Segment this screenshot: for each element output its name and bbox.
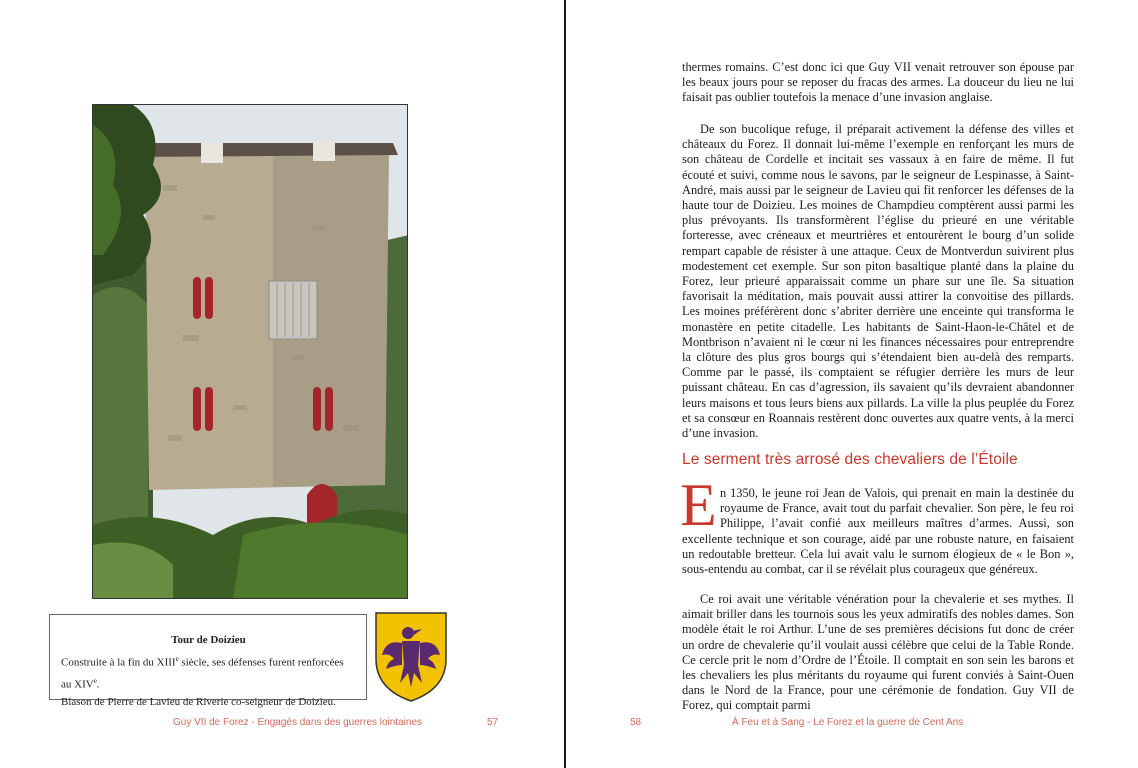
right-footer-title: À Feu et à Sang - Le Forez et la guerre de Cent Ans: [732, 717, 964, 728]
caption-line-2: Blason de Pierre de Lavieu de Riverie co-seigneur de Doizieu.: [61, 696, 336, 709]
caption-line-1: Construite à la fin du XIIIe siècle, ses défenses furent renforcées au XIVe.: [61, 655, 344, 691]
tower-illustration: [93, 105, 408, 599]
paragraph-4: Ce roi avait une véritable vénération pour la chevalerie et ses mythes. Il aimait briller dans les tournois sous les yeux admiratifs des nobles dames. Son modèle était le roi Arthur. L’une de ses premières décisions fut donc de créer un ordre de chevalerie qu’il voulait aussi célèbre que celui de la Table Ronde. Ce cercle prit le nom d’Ordre de l’Étoile. Il comptait en son sein les barons et les chevaliers les plus méritants du royaume qui furent conviés à Saint-Ouen dans le Nord de la France, pour une cérémonie de fondation. Guy VII de Forez, qui comptait parmi: [682, 592, 1074, 713]
coat-of-arms-icon: [372, 609, 450, 704]
right-page-number: 58: [630, 717, 642, 728]
drop-cap: E: [680, 472, 717, 538]
paragraph-2: De son bucolique refuge, il préparait activement la défense des villes et châteaux du Forez. Il donnait lui-même l’exemple en renforçant les murs de son château de Cordelle et incitait ses vassaux à en faire de même. Il fut écouté et suivi, comme nous le savons, par le seigneur de Lespinasse, à Saint-André, mais aussi par le seigneur de Lavieu qui fit renforcer les défenses de la haute tour de Doizieu. Les moines de Champdieu comptèrent aussi parmi les plus prévoyants. Ils transformèrent l’église du prieuré en une véritable forteresse, avec créneaux et meurtrières et entourèrent le bourg d’un solide rempart capable de résister à une attaque. Ceux de Montverdun suivirent plus modestement cet exemple. Sur son piton basaltique planté dans la plaine du Forez, leur prieuré apparaissait comme un phare sur une île. Sa situation favorisait la méditation, mais pouvait aussi attirer la convoitise des pillards. Les moines préférèrent donc s’abriter derrière une enceinte qui transforma le monastère en petite citadelle. Les habitants de Saint-Haon-le-Châtel et de Montbrison n’avaient ni le cœur ni les finances nécessaires pour entreprendre la clôture des plus gros bourgs qui s’étendaient bien au-delà des remparts. Comme par le passé, ils comptaient se réfugier derrière les murs de leur puissant château. En cas d’agression, ils savaient qu’ils devraient abandonner leurs maisons et tous leurs biens aux pillards. La ville la plus peuplée du Forez et sa consœur en Roannais restèrent donc ouvertes aux quatre vents, à la merci d’une invasion.: [682, 122, 1074, 441]
tower-photo: [92, 104, 408, 599]
paragraph-3: n 1350, le jeune roi Jean de Valois, qui prenait en main la destinée du royaume de France, avait tout du parfait chevalier. Son père, le feu roi Philippe, l’avait confié aux meilleurs maîtres d’armes. Aussi, son excellente technique et son courage, aidé par une robuste nature, en faisaient un redoutable bretteur. Cela lui avait valu le surnom élogieux de « le Bon », sous-entendu au combat, car il se révélait plus courageux que généreux.: [682, 486, 1074, 577]
right-page: [566, 0, 1138, 768]
caption-title: Tour de Doizieu: [171, 634, 246, 646]
left-footer-title: Guy VII de Forez - Engagés dans des guerres lointaines: [173, 717, 423, 728]
photo-caption: [49, 614, 367, 709]
section-heading: Le serment très arrosé des chevaliers de l’Étoile: [682, 451, 1018, 468]
paragraph-1: thermes romains. C’est donc ici que Guy VII venait retrouver son épouse par les beaux jours pour se reposer du fracas des armes. La douceur du lieu ne lui faisait pas oublier toutefois la menace d’une invasion anglaise.: [682, 60, 1074, 105]
left-page-number: 57: [487, 717, 499, 728]
left-page: [0, 0, 564, 768]
